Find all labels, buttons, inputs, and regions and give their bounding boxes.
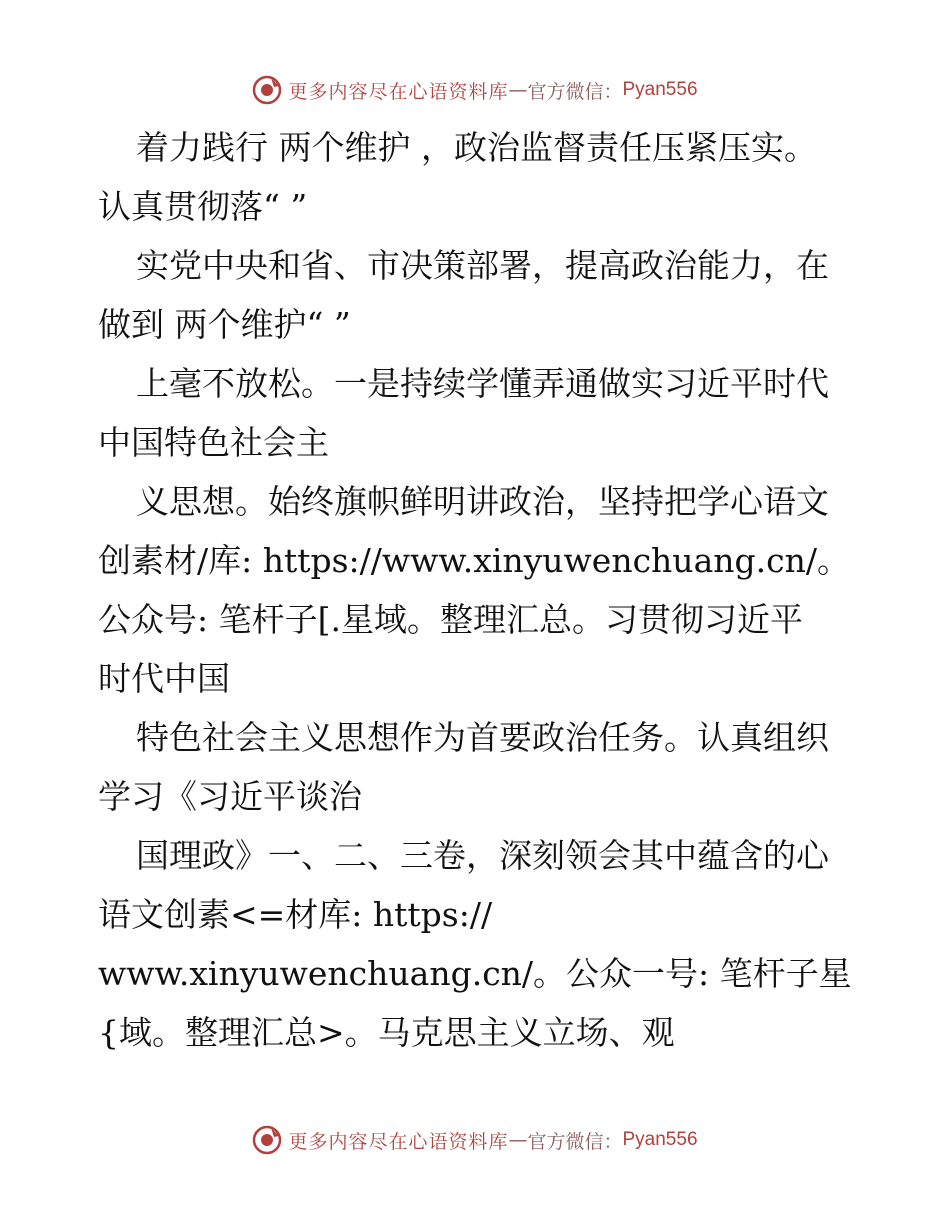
banner-wechat-label: 官方微信：: [527, 80, 623, 103]
text-line: 上毫不放松。一是持续学懂弄通做实习近平时代: [136, 364, 829, 403]
brand-logo-icon: [252, 75, 282, 105]
document-body: [98, 118, 858, 1062]
text-line: 实党中央和省、市决策部署，提高政治能力，在: [136, 246, 829, 285]
banner-separator: —: [508, 79, 528, 101]
text-line: 义思想。始终旗帜鲜明讲政治，坚持把学心语文: [136, 482, 829, 521]
text-line: 公众号: 笔杆子[.星域。整理汇总。习贯彻习近平: [98, 600, 803, 639]
text-line: 着力践行 两个维护 ，政治监督责任压紧压实。: [136, 128, 817, 167]
text-line: {域。整理汇总>。马克思主义立场、观: [98, 1013, 675, 1052]
text-line: 认真贯彻落“ ”: [98, 187, 308, 226]
banner-separator: —: [508, 1129, 528, 1151]
banner-wechat-id: Pyan556: [622, 1129, 698, 1150]
footer-banner: [0, 1120, 950, 1160]
text-line: 创素材/库: https://www.xinyuwenchuang.cn/。: [98, 541, 850, 580]
header-banner: [0, 70, 950, 110]
text-line: 做到 两个维护“ ”: [98, 305, 351, 344]
text-line: 语文创素<=材库: https://: [98, 895, 493, 934]
text-line: 学习《习近平谈治: [98, 777, 362, 816]
text-line: 中国特色社会主: [98, 423, 329, 462]
banner-title: 更多内容尽在心语资料库: [288, 1130, 509, 1153]
text-line: www.xinyuwenchuang.cn/。公众一号: 笔杆子星: [98, 954, 852, 993]
banner-wechat-id: Pyan556: [622, 79, 698, 100]
brand-logo-icon: [252, 1125, 282, 1155]
banner-wechat-label: 官方微信：: [527, 1130, 623, 1153]
banner-title: 更多内容尽在心语资料库: [288, 80, 509, 103]
text-line: 时代中国: [98, 659, 230, 698]
text-line: 特色社会主义思想作为首要政治任务。认真组织: [136, 718, 829, 757]
text-line: 国理政》一、二、三卷，深刻领会其中蕴含的心: [136, 836, 829, 875]
